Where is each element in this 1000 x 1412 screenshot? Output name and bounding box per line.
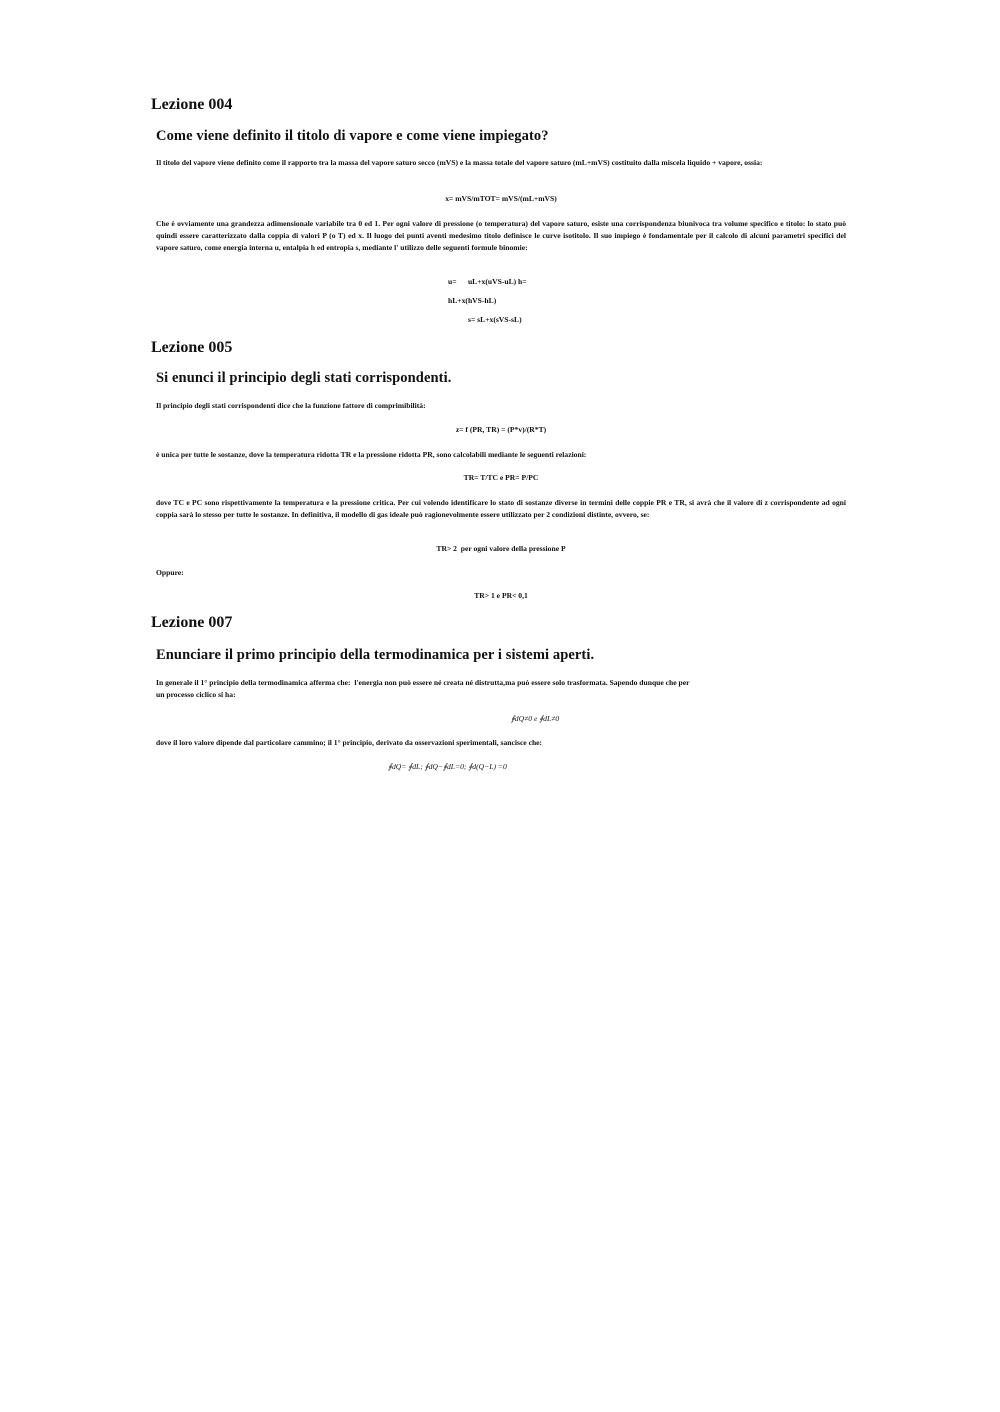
lesson-007-heading: Lezione 007 (151, 614, 233, 631)
lesson-007-equation-1-text: ∮dQ≠0 e ∮dL≠0 (510, 714, 560, 723)
lesson-007-question: Enunciare il primo principio della termodinamica per i sistemi aperti. (156, 647, 595, 663)
lesson-007-equation-2 (388, 762, 507, 771)
lesson-005-heading: Lezione 005 (151, 339, 233, 356)
lesson-004-paragraph-2: Che è ovviamente una grandezza adimensionale variabile tra 0 ed 1. Per ogni valore di pressione (o temperatura) del vapore saturo, esiste una corrispondenza biunivoca tra volume specifico e titolo: lo stato può quindi essere caratterizzato dalla coppia di valori P (o T) ed x. Il luogo dei punti aventi medesimo titolo definisce le curve isotitolo. Il suo impiego è fondamentale per il calcolo di alcuni parametri specifici del vapore saturo, come energia interna u, entalpia h ed entropia s, mediante l' utilizzo delle seguenti formule binomie: (156, 219, 846, 252)
lesson-007-equation-2-text: ∮dQ= ∮dL; ∮dQ−∮dL=0; ∮d(Q−L) =0 (388, 762, 507, 771)
lesson-005-equation-3: TR> 2 per ogni valore della pressione P (436, 544, 566, 553)
lesson-007-paragraph-1a: In generale il 1° principio della termodinamica afferma che: l'energia non può essere né creata né distrutta,ma può essere solo trasformata. Sapendo dunque che per (156, 678, 690, 687)
lesson-005-equation-4: TR> 1 e PR< 0,1 (474, 591, 528, 600)
lesson-005-paragraph-1: Il principio degli stati corrispondenti dice che la funzione fattore di comprimibilità: (156, 401, 426, 410)
lesson-007-paragraph-1b: un processo ciclico si ha: (156, 690, 236, 699)
lesson-004-question: Come viene definito il titolo di vapore e come viene impiegato? (156, 128, 549, 144)
lesson-004-formula-u: u= uL+x(uVS-uL) h= (448, 277, 527, 286)
lesson-005-question: Si enunci il principio degli stati corrispondenti. (156, 370, 452, 386)
lesson-005-equation-1: z= f (PR, TR) = (P*v)/(R*T) (455, 425, 547, 434)
lesson-004-formula-h: hL+x(hVS-hL) (448, 296, 497, 305)
lesson-004-equation-1: x= mVS/mTOT= mVS/(mL+mVS) (445, 194, 557, 203)
lesson-007-paragraph-2: dove il loro valore dipende dal particolare cammino; il 1° principio, derivato da osservazioni sperimentali, sancisce che: (156, 738, 543, 747)
lesson-005-equation-2: TR= T/TC e PR= P/PC (463, 473, 539, 482)
lesson-005-paragraph-3: dove TC e PC sono rispettivamente la temperatura e la pressione critica. Per cui volendo identificare lo stato di sostanze diverse in termini delle coppie PR e TR, si avrà che il valore di z corrispondente ad ogni coppia sarà lo stesso per tutte le sostanze. In definitiva, il modello di gas ideale può ragionevolmente essere utilizzato per 2 condizioni distinte, ovvero, se: (156, 498, 846, 519)
lesson-005-paragraph-2: è unica per tutte le sostanze, dove la temperatura ridotta TR e la pressione ridotta PR, sono calcolabili mediante le seguenti relazioni: (156, 450, 587, 459)
lesson-004-paragraph-1: Il titolo del vapore viene definito come il rapporto tra la massa del vapore saturo secco (mVS) e la massa totale del vapore saturo (mL+mVS) costituito dalla miscela liquido + vapore, ossia: (156, 158, 763, 167)
lesson-007-equation-1 (190, 714, 880, 723)
lesson-005-oppure: Oppure: (156, 568, 184, 577)
lesson-004-formula-s: s= sL+x(sVS-sL) (468, 315, 522, 324)
lesson-004-heading: Lezione 004 (151, 96, 233, 113)
